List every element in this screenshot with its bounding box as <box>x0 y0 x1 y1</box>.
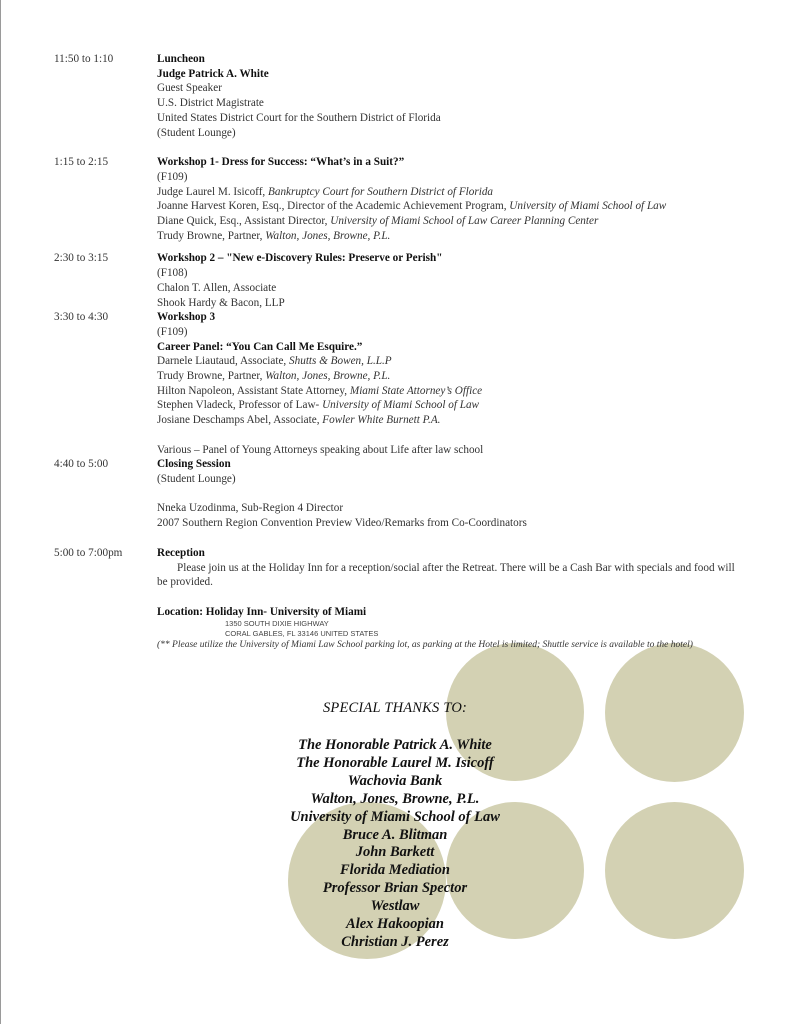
affiliation: Miami State Attorney’s Office <box>349 384 483 397</box>
schedule-line: Various – Panel of Young Attorneys speaking about Life after law school <box>157 443 484 456</box>
affiliation: Bankruptcy Court for Southern District of Florida <box>268 185 494 198</box>
decorative-circle <box>605 802 744 939</box>
schedule-block <box>54 251 744 310</box>
address-line: CORAL GABLES, FL 33146 UNITED STATES <box>225 629 379 639</box>
schedule-line: (F108) <box>157 267 188 280</box>
thanks-name: Bruce A. Blitman <box>342 826 448 843</box>
schedule-time: 3:30 to 4:30 <box>54 311 109 324</box>
session-heading: Workshop 3 <box>157 311 216 324</box>
schedule-line: Nneka Uzodinma, Sub-Region 4 Director <box>157 502 344 515</box>
thanks-name: Wachovia Bank <box>347 772 443 789</box>
schedule-line: Guest Speaker <box>157 82 222 95</box>
schedule-line <box>157 590 744 605</box>
schedule-content <box>157 155 744 243</box>
decorative-circle <box>605 643 744 782</box>
schedule-line: (Student Lounge) <box>157 472 236 485</box>
schedule-block <box>54 546 744 652</box>
schedule-content <box>157 52 744 140</box>
schedule-block <box>54 457 744 531</box>
thanks-name: Westlaw <box>370 898 420 915</box>
schedule-line: United States District Court for the Southern District of Florida <box>157 111 441 124</box>
special-thanks-section <box>250 700 540 952</box>
schedule-time: 2:30 to 3:15 <box>54 252 109 265</box>
thanks-name: Florida Mediation <box>340 862 450 879</box>
schedule-line: Judge Laurel M. Isicoff, Bankruptcy Court for Southern District of Florida <box>157 185 494 198</box>
schedule-block <box>54 155 744 243</box>
session-heading: Luncheon <box>157 53 205 65</box>
schedule-line: Trudy Browne, Partner, Walton, Jones, Browne, P.L. <box>157 370 391 383</box>
schedule-line: Darnele Liautaud, Associate, Shutts & Bowen, L.L.P <box>157 355 392 368</box>
schedule-line: 2007 Southern Region Convention Preview Video/Remarks from Co-Coordinators <box>157 517 527 530</box>
schedule-line: (F109) <box>157 325 188 338</box>
schedule-line: Hilton Napoleon, Assistant State Attorney, Miami State Attorney’s Office <box>157 384 483 397</box>
thanks-name: Alex Hakoopian <box>346 916 444 933</box>
session-heading: Workshop 1- Dress for Success: “What’s in a Suit?” <box>157 156 405 169</box>
schedule-line: Joanne Harvest Koren, Esq., Director of the Academic Achievement Program, University of Miami School of Law <box>157 200 667 213</box>
reception-description: Please join us at the Holiday Inn for a reception/social after the Retreat. There will be a Cash Bar with specials and food will be provided. <box>157 561 735 589</box>
session-heading: Reception <box>157 546 205 559</box>
schedule-line: Josiane Deschamps Abel, Associate, Fowler White Burnett P.A. <box>157 414 441 427</box>
thanks-name: University of Miami School of Law <box>290 808 500 825</box>
affiliation: Fowler White Burnett P.A. <box>322 414 441 427</box>
schedule-block <box>54 310 744 457</box>
thanks-name: Professor Brian Spector <box>322 880 468 897</box>
schedule-line: (F109) <box>157 170 188 183</box>
schedule-content <box>157 251 744 310</box>
session-heading: Career Panel: “You Can Call Me Esquire.” <box>157 340 363 353</box>
session-heading: Location: Holiday Inn- University of Miami <box>157 605 367 618</box>
session-heading: Workshop 2 – "New e-Discovery Rules: Preserve or Perish" <box>157 252 443 265</box>
schedule-line: Shook Hardy & Bacon, LLP <box>157 296 285 309</box>
thanks-name: The Honorable Patrick A. White <box>298 737 492 753</box>
schedule-line: U.S. District Magistrate <box>157 97 264 110</box>
schedule-time: 1:15 to 2:15 <box>54 156 109 169</box>
affiliation: University of Miami School of Law <box>322 399 480 412</box>
thanks-name: The Honorable Laurel M. Isicoff <box>296 754 494 771</box>
schedule-time: 4:40 to 5:00 <box>54 458 109 471</box>
thanks-name: Walton, Jones, Browne, P.L. <box>310 790 480 807</box>
schedule-line: Chalon T. Allen, Associate <box>157 281 277 294</box>
session-heading: Closing Session <box>157 458 231 471</box>
affiliation: Shutts & Bowen, L.L.P <box>289 355 392 368</box>
schedule-line: (Student Lounge) <box>157 126 236 139</box>
schedule-line: Stephen Vladeck, Professor of Law- University of Miami School of Law <box>157 399 480 412</box>
affiliation: Walton, Jones, Browne, P.L. <box>265 229 391 242</box>
session-heading: Judge Patrick A. White <box>157 67 269 80</box>
schedule-line <box>157 428 744 443</box>
affiliation: University of Miami School of Law <box>509 200 667 213</box>
thanks-name: Christian J. Perez <box>341 933 449 950</box>
parking-note: (** Please utilize the University of Miami Law School parking lot, as parking at the Hotel is limited; Shuttle service is available to the hotel) <box>157 640 693 651</box>
affiliation: University of Miami School of Law Career Planning Center <box>330 215 599 228</box>
schedule-line: Trudy Browne, Partner, Walton, Jones, Browne, P.L. <box>157 229 391 242</box>
event-schedule <box>54 52 744 652</box>
schedule-content <box>157 457 744 531</box>
address-line: 1350 SOUTH DIXIE HIGHWAY <box>225 619 329 629</box>
affiliation: Walton, Jones, Browne, P.L. <box>265 370 391 383</box>
schedule-content <box>157 546 744 652</box>
schedule-block <box>54 52 744 140</box>
page-edge <box>0 0 1 1024</box>
schedule-content <box>157 310 744 457</box>
schedule-time: 11:50 to 1:10 <box>54 53 114 65</box>
thanks-name: John Barkett <box>355 844 435 861</box>
schedule-time: 5:00 to 7:00pm <box>54 546 123 559</box>
special-thanks-list <box>250 737 540 952</box>
schedule-line: Diane Quick, Esq., Assistant Director, University of Miami School of Law Career Planning Center <box>157 215 599 228</box>
schedule-line <box>157 487 744 502</box>
special-thanks-title: SPECIAL THANKS TO: <box>322 700 468 716</box>
